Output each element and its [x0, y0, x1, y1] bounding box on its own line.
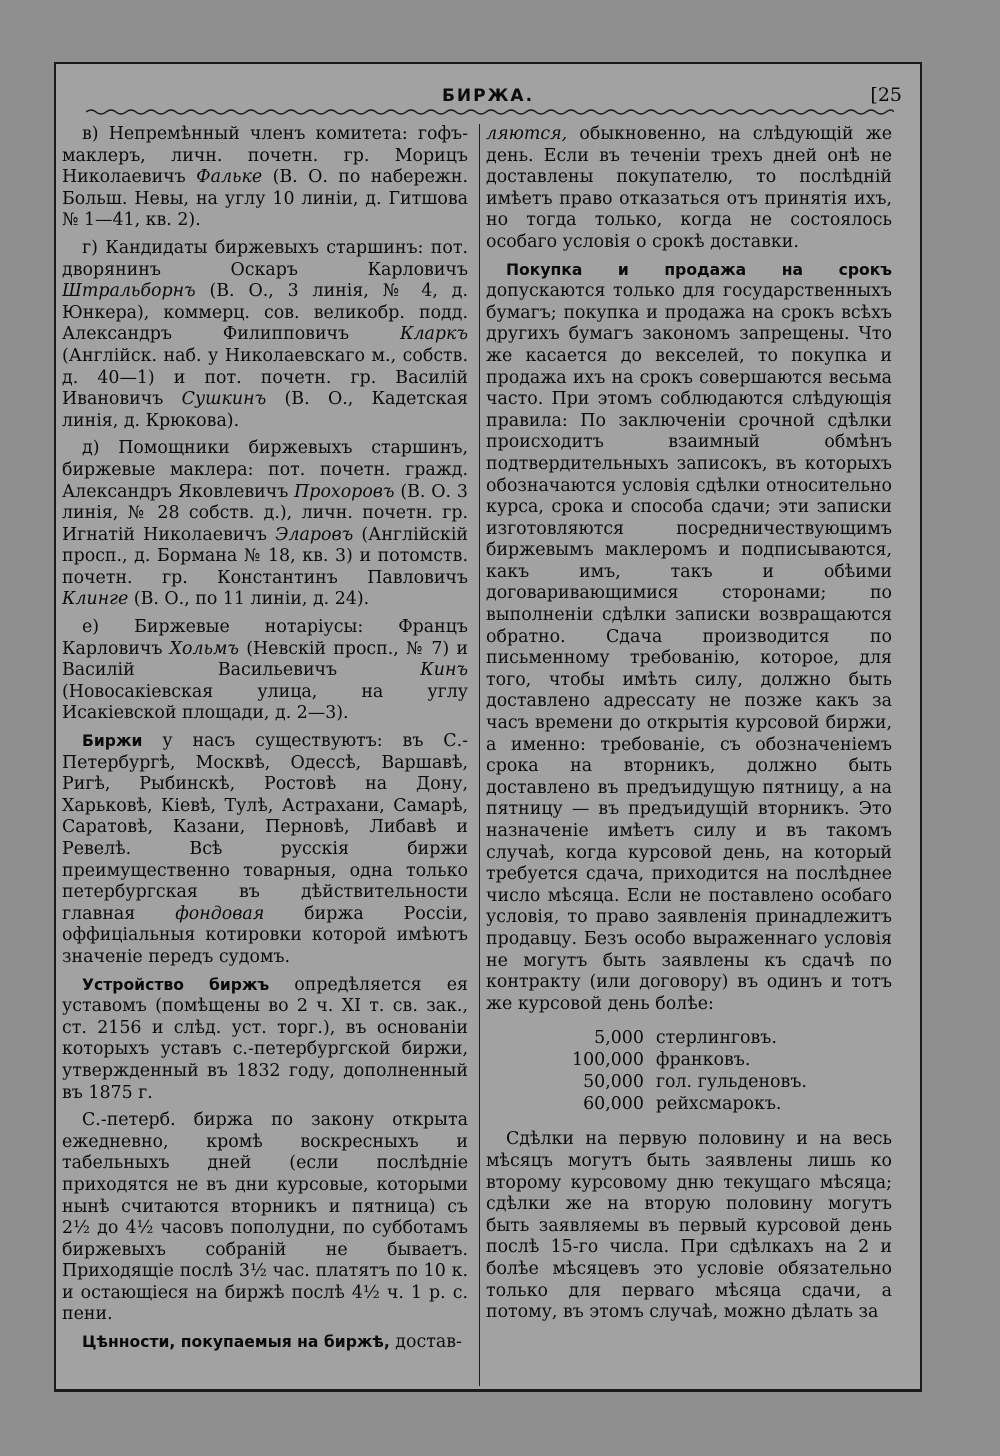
paragraph-notaries: е) Биржевые нотаріусы: Францъ Карловичъ Хольмъ (Невскій просп., № 7) и Василій Васильевичъ Кинъ (Новосакіевская улица, на углу Исакіевской площади, д. 2—3). [62, 617, 468, 724]
paragraph-exchanges: Биржи у насъ существуютъ: въ С.-Петербургѣ, Москвѣ, Одессѣ, Варшавѣ, Ригѣ, Рыбинскѣ, Ростовѣ на Дону, Харьковѣ, Кіевѣ, Тулѣ, Астрахани, Самарѣ, Саратовѣ, Казани, Перновѣ, Либавѣ и Ревелѣ. Всѣ русскія биржи преимущественно товарныя, одна только петербургская въ дѣйствительности главная фондовая биржа Россіи, оффиціальныя котировки которой имѣютъ значеніе передъ судомъ. [62, 731, 468, 967]
paragraph-assistants: д) Помощники биржевыхъ старшинъ, биржевые маклера: пот. почетн. гражд. Александръ Яковлевичъ Прохоровъ (В. О. 3 линія, № 28 собств. д.), личн. почетн. гр. Игнатій Николаевичъ Эларовъ (Англійскій просп., д. Бормана № 18, кв. 3) и потомств. почетн. гр. Константинъ Павловичъ Клинге (В. О., по 11 линіи, д. 24). [62, 438, 468, 610]
paragraph-term-trading: Покупка и продажа на срокъ допускаются только для государственныхъ бумагъ; покупка и продажа на срокъ всѣхъ другихъ бумагъ закономъ запрещены. Что же касается до векселей, то покупка и продажа ихъ на срокъ совершаются весьма часто. При этомъ соблюдаются слѣдующія правила: По заключеніи срочной сдѣлки происходитъ взаимный обмѣнъ подтвердительныхъ записокъ, въ которыхъ обозначаются условія сдѣлки относительно курса, срока и способа сдачи; эти записки изготовляются посредничествующимъ биржевымъ маклеромъ и подписываются, какъ имъ, такъ и обѣими договаривающимися сторонами; по выполненіи сдѣлки записки возвращаются обратно. Сдача производится по письменному требованію, которое, для того, чтобы имѣть силу, должно быть доставлено адрессату не позже какъ за часъ времени до открытія курсовой биржи, а именно: требованіе, съ обозначеніемъ срока на вторникъ, должно быть доставлено въ предъидущую пятницу, а на пятницу — въ предъидущій вторникъ. Это назначеніе имѣетъ силу и въ такомъ случаѣ, когда курсовой день, на который требуется сдача, приходится на послѣднее число мѣсяца. Если не поставлено особаго условія, то право заявленія принадлежитъ продавцу. Безъ особо выраженнаго условія не могутъ быть заявлены къ сдачѣ по контракту (или договору) въ одинъ и тотъ же курсовой день болѣе: [486, 260, 892, 1014]
table-row: 60,000 рейхсмарокъ. [583, 1094, 782, 1115]
page-number: [25 [870, 84, 902, 106]
paragraph-spb-exchange: С.-петерб. биржа по закону открыта ежедневно, кромѣ воскресныхъ и табельныхъ дней (если послѣдніе приходятся не въ дни курсовые, которыми нынѣ считаются вторникъ и пятница) съ 2½ до 4½ часовъ пополудни, по субботамъ биржевыхъ собраній не бываетъ. Приходящіе послѣ 3½ час. платятъ по 10 к. и остающіеся на биржѣ послѣ 4½ ч. 1 р. с. пени. [62, 1110, 468, 1325]
table-row: 50,000 гол. гульденовъ. [583, 1072, 807, 1093]
page-title: БИРЖА. [441, 86, 535, 106]
paragraph-member: в) Непремѣнный членъ комитета: гофъ-маклеръ, личн. почетн. гр. Морицъ Николаевичъ Фальке (В. О. по набережн. Больш. Невы, на углу 10 линіи, д. Гитшова № 1—41, кв. 2). [62, 124, 468, 231]
wavy-rule [86, 108, 894, 116]
table-row: 5,000 стерлинговъ. [594, 1028, 777, 1049]
page [54, 62, 922, 1392]
right-column [486, 124, 892, 1386]
paragraph-deals: Сдѣлки на первую половину и на весь мѣсяцъ могутъ быть заявлены лишь ко второму курсовому дню текущаго мѣсяца; сдѣлки же на вторую половину могутъ быть заявляемы въ первый курсовой день послѣ 15-го числа. При сдѣлкахъ на 2 и болѣе мѣсяцевъ это условіе обязательно только для перваго мѣсяца сдачи, а потому, въ этомъ случаѣ, можно дѣлать за [486, 1129, 892, 1323]
left-column [62, 124, 468, 1386]
column-divider [479, 124, 480, 1386]
amounts-table [566, 1027, 813, 1115]
paragraph-candidates: г) Кандидаты биржевыхъ старшинъ: пот. дворянинъ Оскаръ Карловичъ Штральборнъ (В. О., 3 линія, № 4, д. Юнкера), коммерц. сов. великобр. подд. Александръ Филипповичъ Кларкъ (Англійск. наб. у Николаевскаго м., собств. д. 40—1) и пот. почетн. гр. Василій Ивановичъ Сушкинъ (В. О., Кадетская линія, д. Крюкова). [62, 237, 468, 431]
running-header [56, 64, 920, 116]
paragraph-continued: ляются, обыкновенно, на слѣдующій же день. Если въ теченіи трехъ дней онѣ не доставлены покупателю, то послѣдній имѣетъ право отказаться отъ принятія ихъ, но тогда только, когда не состоялось особаго условія о срокѣ доставки. [486, 124, 892, 252]
paragraph-structure: Устройство биржъ опредѣляется ея уставомъ (помѣщены во 2 ч. XI т. св. зак., ст. 2156 и слѣд. уст. торг.), въ основаніи которыхъ уставъ с.-петербургской биржи, утвержденный въ 1832 году, дополненный въ 1875 г. [62, 974, 468, 1103]
paragraph-valuables: Цѣнности, покупаемыя на биржѣ, достав- [82, 1332, 462, 1353]
table-row: 100,000 франковъ. [572, 1050, 751, 1071]
